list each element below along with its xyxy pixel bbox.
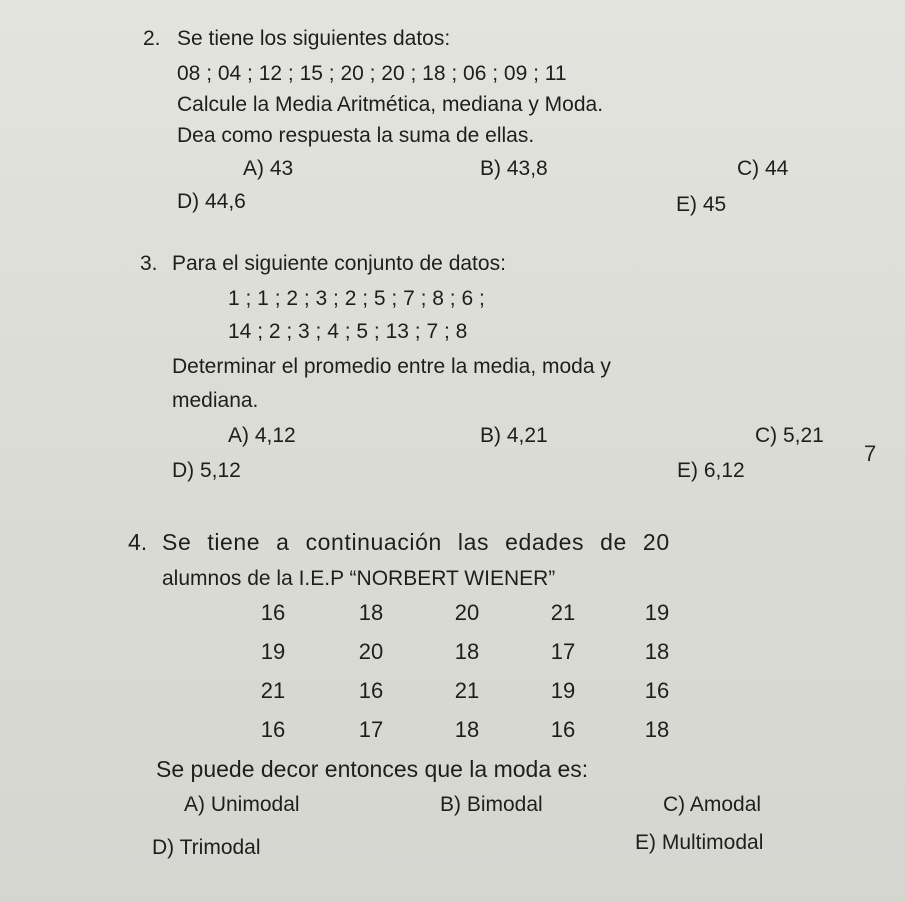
- q4-option-b: B) Bimodal: [440, 793, 543, 816]
- age-cell: 17: [550, 639, 576, 664]
- q4-option-a: A) Unimodal: [184, 793, 300, 816]
- q2-number: 2.: [143, 27, 161, 50]
- q2-instruction: Calcule la Media Aritmética, mediana y Moda.: [177, 93, 604, 116]
- age-cell: 19: [644, 600, 670, 625]
- q3-option-c: C) 5,21: [755, 424, 824, 447]
- age-cell: 18: [644, 717, 670, 742]
- q4-statement: Se tiene a continuación las edades de 20: [162, 529, 670, 555]
- age-cell: 16: [550, 717, 576, 742]
- q3-option-e: E) 6,12: [677, 459, 745, 482]
- age-cell: 18: [644, 639, 670, 664]
- q4-option-d: D) Trimodal: [152, 836, 261, 859]
- q4-option-e: E) Multimodal: [635, 831, 764, 854]
- age-cell: 16: [644, 678, 670, 703]
- age-cell: 20: [454, 600, 480, 625]
- age-cell: 19: [260, 639, 286, 664]
- q3-option-b: B) 4,21: [480, 424, 548, 447]
- age-cell: 21: [260, 678, 286, 703]
- q3-instruction-2: mediana.: [172, 389, 259, 412]
- q3-instruction: Determinar el promedio entre la media, moda y: [172, 355, 611, 378]
- age-cell: 16: [358, 678, 384, 703]
- q2-data: 08 ; 04 ; 12 ; 15 ; 20 ; 20 ; 18 ; 06 ; 09 ; 11: [177, 62, 567, 85]
- age-cell: 16: [260, 717, 286, 742]
- q3-data-line-2: 14 ; 2 ; 3 ; 4 ; 5 ; 13 ; 7 ; 8: [228, 320, 468, 343]
- q2-option-e: E) 45: [676, 193, 727, 216]
- age-cell: 17: [358, 717, 384, 742]
- age-cell: 18: [454, 639, 480, 664]
- q3-option-d: D) 5,12: [172, 459, 241, 482]
- age-cell: 21: [454, 678, 480, 703]
- q2-option-a: A) 43: [243, 157, 294, 180]
- age-cell: 19: [550, 678, 576, 703]
- q2-option-d: D) 44,6: [177, 190, 246, 213]
- q3-data-line-1: 1 ; 1 ; 2 ; 3 ; 2 ; 5 ; 7 ; 8 ; 6 ;: [228, 287, 485, 310]
- age-cell: 18: [358, 600, 384, 625]
- age-cell: 21: [550, 600, 576, 625]
- q4-number: 4.: [128, 529, 148, 555]
- q2-option-b: B) 43,8: [480, 157, 548, 180]
- q2-option-c: C) 44: [737, 157, 789, 180]
- q3-number: 3.: [140, 252, 158, 275]
- q3-statement: Para el siguiente conjunto de datos:: [172, 252, 506, 275]
- q4-question: Se puede decor entonces que la moda es:: [156, 756, 589, 782]
- q4-option-c: C) Amodal: [663, 793, 762, 816]
- q2-statement: Se tiene los siguientes datos:: [177, 27, 451, 50]
- q3-option-a: A) 4,12: [228, 424, 296, 447]
- age-cell: 16: [260, 600, 286, 625]
- age-cell: 20: [358, 639, 384, 664]
- age-cell: 18: [454, 717, 480, 742]
- handwritten-margin-note: 7: [864, 441, 877, 466]
- q4-statement-2: alumnos de la I.E.P “NORBERT WIENER”: [162, 567, 556, 590]
- q2-instruction-2: Dea como respuesta la suma de ellas.: [177, 124, 535, 147]
